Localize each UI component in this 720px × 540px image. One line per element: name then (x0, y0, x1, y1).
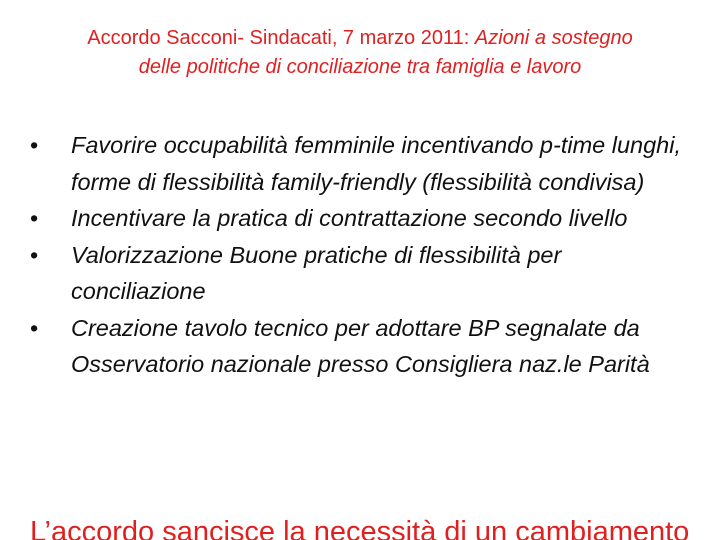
bullet-icon: • (30, 132, 39, 158)
bullet-text: Favorire occupabilità femminile incentivando p-time lunghi, forme di flessibilità family-friendly (flessibilità condivisa) (71, 132, 681, 195)
title-italic-part1: Azioni a sostegno (474, 27, 633, 49)
bullet-icon: • (30, 241, 39, 268)
bullet-text: Valorizzazione Buone pratiche di flessibilità per conciliazione (71, 241, 562, 304)
slide-title (40, 24, 680, 82)
bullet-item (26, 200, 686, 237)
footer-statement: L’accordo sancisce la necessità di un cambiamento (30, 516, 690, 540)
bullet-icon: • (30, 205, 39, 231)
bullet-icon: • (30, 314, 39, 341)
bullet-list (26, 127, 686, 383)
bullet-text: Incentivare la pratica di contrattazione secondo livello (71, 205, 628, 231)
bullet-item (26, 310, 686, 383)
bullet-item (26, 127, 686, 200)
title-italic-part2: delle politiche di conciliazione tra famiglia e lavoro (138, 56, 582, 78)
bullet-item (26, 237, 686, 310)
bullet-text: Creazione tavolo tecnico per adottare BP segnalate da Osservatorio nazionale presso Consigliera naz.le Parità (71, 314, 650, 377)
title-normal: Accordo Sacconi- Sindacati, 7 marzo 2011: (87, 27, 475, 49)
